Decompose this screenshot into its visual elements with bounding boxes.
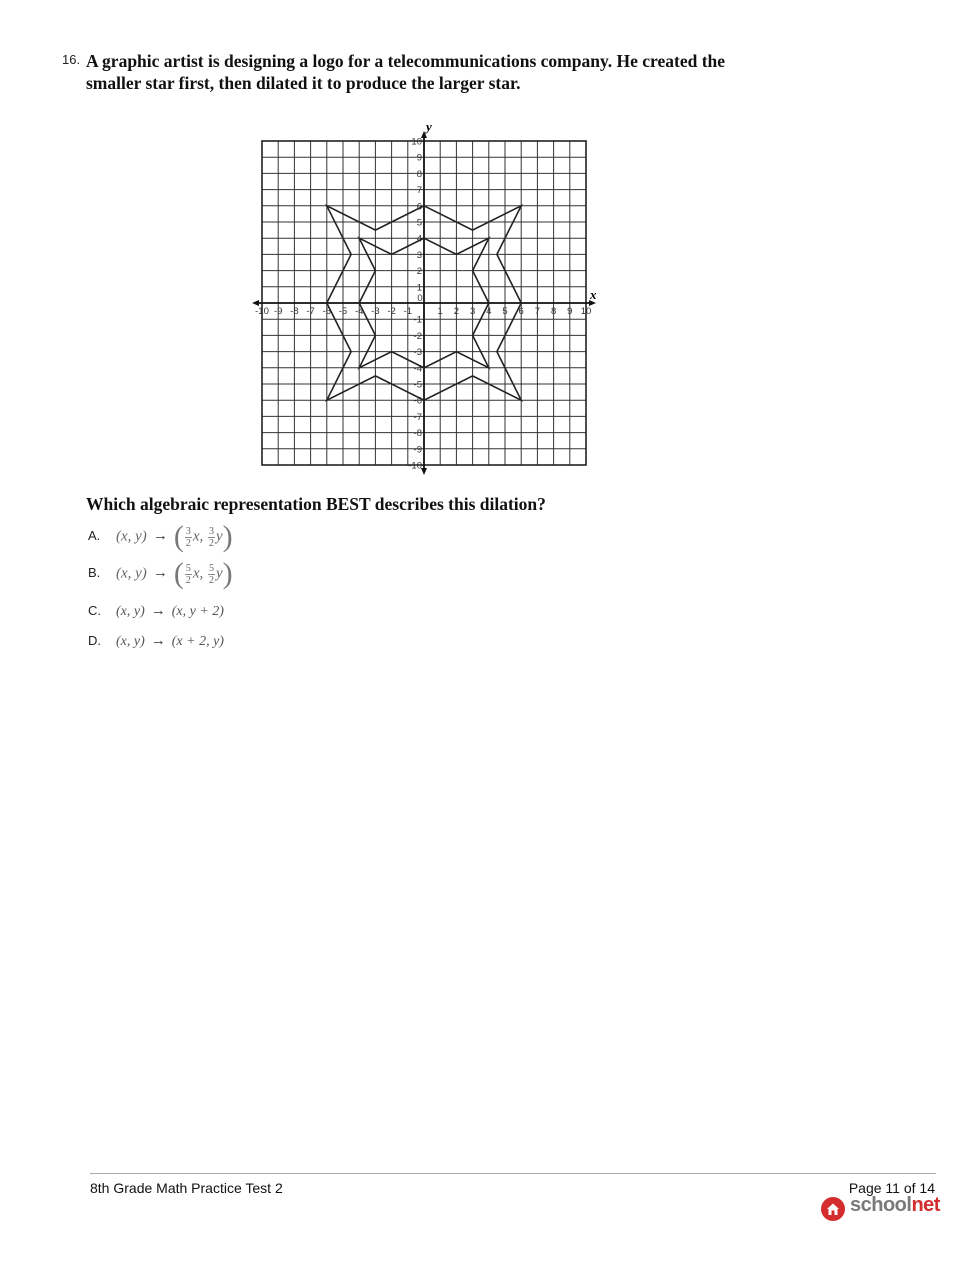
question-text: A graphic artist is designing a logo for a telecommunications company. He created the smaller star first, then dilated it to produce the larger star. — [86, 51, 726, 93]
x-tick-label: 6 — [518, 306, 524, 317]
x-tick-label: -5 — [338, 306, 348, 317]
question-number: 16. — [62, 52, 81, 67]
x-tick-label: 3 — [469, 306, 476, 317]
footer-title: 8th Grade Math Practice Test 2 — [90, 1180, 283, 1196]
choice-a-x: x, — [192, 528, 204, 545]
choice-b-expression: (x, y) → ( $\frac{5}{2}$ x, $\frac{5}{2}$ y) — [116, 557, 233, 590]
y-tick-label: -9 — [413, 444, 422, 456]
choice-d-rhs: (x + 2, y) — [171, 634, 224, 649]
y-tick-label: 6 — [416, 201, 422, 213]
x-tick-label: -4 — [354, 306, 364, 317]
y-tick-label: 9 — [416, 152, 422, 164]
house-icon — [820, 1196, 846, 1222]
y-tick-label: -5 — [413, 379, 422, 391]
x-tick-label: 10 — [580, 306, 592, 317]
y-tick-label: -1 — [413, 314, 422, 326]
x-tick-label: 1 — [437, 306, 443, 317]
choice-c-rhs: (x, y + 2) — [171, 604, 224, 619]
arrow-icon: → — [152, 528, 168, 545]
choice-c-expression — [116, 603, 224, 620]
choice-a-num-y: 3 — [208, 525, 214, 537]
choice-a-y: y — [215, 528, 223, 545]
y-tick-label: 1 — [416, 282, 422, 294]
x-tick-label: 8 — [550, 306, 557, 317]
logo-text-school: school — [850, 1194, 912, 1216]
x-axis-label: x — [590, 287, 597, 302]
y-tick-label: 3 — [416, 249, 422, 261]
y-tick-label: 2 — [416, 266, 422, 278]
arrow-icon: → — [152, 565, 168, 582]
y-tick-label: 4 — [416, 233, 422, 245]
choice-a-num-x: 3 — [185, 525, 191, 537]
choice-c-letter: C. — [88, 603, 101, 618]
y-tick-labels — [408, 137, 422, 472]
choice-b-den-y: 2 — [208, 574, 214, 586]
choice-b-y: y — [215, 565, 223, 582]
x-tick-label: 5 — [502, 306, 508, 317]
choice-a-lhs: (x, y) — [116, 528, 147, 545]
arrow-icon: → — [150, 603, 166, 619]
y-tick-label: 5 — [416, 217, 422, 229]
x-tick-label: -7 — [306, 306, 315, 317]
choice-b-lhs: (x, y) — [116, 565, 147, 582]
y-tick-label: -4 — [413, 363, 422, 375]
question-prompt: Which algebraic representation BEST describes this dilation? — [86, 494, 546, 514]
choice-b-letter: B. — [88, 565, 101, 580]
x-tick-label: 0 — [417, 293, 423, 304]
x-tick-label: 4 — [486, 306, 492, 317]
arrow-icon: → — [150, 633, 166, 649]
x-tick-label: -2 — [387, 306, 396, 317]
x-tick-label: 2 — [453, 306, 460, 317]
y-tick-label: -3 — [413, 347, 422, 359]
choice-b-num-x: 5 — [185, 562, 191, 574]
choice-d-letter: D. — [88, 633, 101, 648]
x-tick-label: -6 — [322, 306, 332, 317]
choice-a-den-x: 2 — [185, 537, 191, 549]
y-tick-label: 7 — [416, 185, 422, 197]
axes — [252, 131, 596, 475]
choice-b-x: x, — [192, 565, 204, 582]
footer-divider — [90, 1173, 936, 1174]
footer-page-number: Page 11 of 14 — [848, 1180, 935, 1196]
choice-b-num-y: 5 — [208, 562, 214, 574]
x-tick-label: 9 — [567, 306, 573, 317]
choice-b-den-x: 2 — [185, 574, 191, 586]
y-tick-label: -7 — [413, 411, 422, 423]
y-tick-label: -6 — [413, 395, 422, 407]
x-tick-label: -3 — [371, 306, 380, 317]
x-tick-label: -8 — [290, 306, 299, 317]
x-tick-label: 7 — [534, 306, 541, 317]
choice-a-expression: (x, y) → ( $\frac{3}{2}$ x, $\frac{3}{2}$ y) — [116, 520, 233, 553]
y-tick-label: -8 — [413, 428, 422, 440]
x-tick-label: -9 — [273, 306, 283, 317]
y-tick-label: 10 — [411, 136, 422, 148]
choice-a-letter: A. — [88, 528, 101, 543]
choice-a-den-y: 2 — [208, 537, 214, 549]
y-tick-label: -2 — [413, 330, 422, 342]
choice-d-lhs: (x, y) — [116, 634, 145, 649]
x-tick-label: -10 — [255, 306, 269, 317]
choice-d-expression — [116, 633, 224, 650]
choice-c-lhs: (x, y) — [116, 604, 145, 619]
y-tick-label: -10 — [408, 460, 422, 472]
y-axis-label: y — [426, 120, 432, 134]
y-tick-label: 8 — [416, 168, 422, 180]
x-tick-label: -1 — [403, 306, 413, 317]
logo-text-net: net — [911, 1194, 940, 1216]
coordinate-graph — [252, 120, 597, 475]
